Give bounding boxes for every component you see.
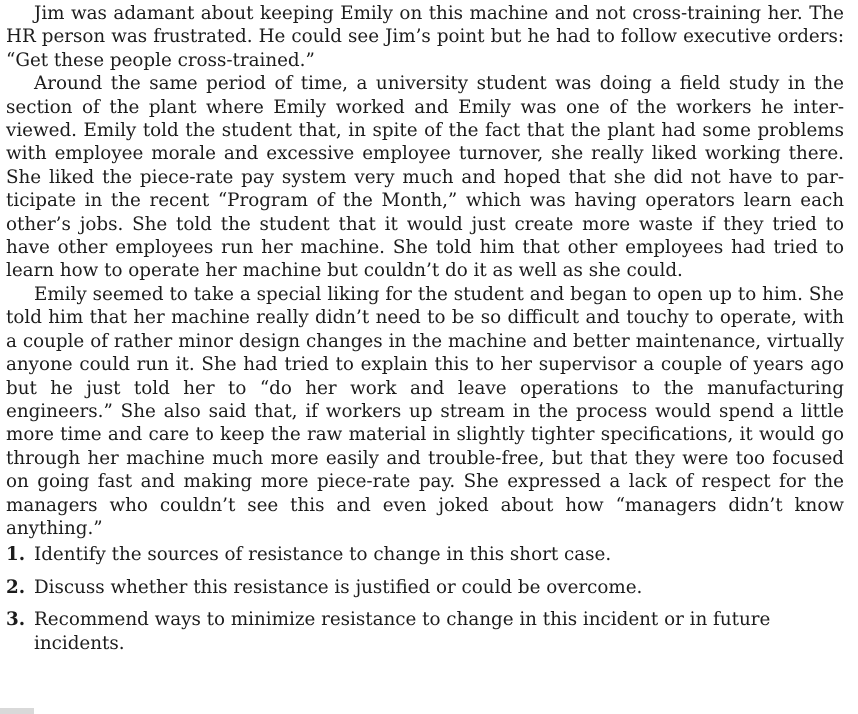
question-text: Recommend ways to minimize resistance to change in this incident or in future incidents. <box>34 609 771 654</box>
question-number: 2. <box>6 576 26 598</box>
discussion-questions <box>6 543 844 655</box>
document-page <box>6 2 844 664</box>
question-item <box>6 543 844 566</box>
question-item <box>6 608 844 655</box>
paragraph-1: Jim was adamant about keeping Emily on this machine and not cross-training her. The HR person was frustrated. He could see Jim’s point but he had to follow executive orders: “Get these people cross-trained.” <box>6 3 844 71</box>
question-number: 3. <box>6 609 26 631</box>
paragraph-2: Around the same period of time, a university student was doing a field study in the section of the plant where Emily worked and Emily was one of the workers he interviewed. Emily told the student that, in spite of the fact that the plant had some problems with employee morale and excessive employee turnover, she really liked working there. She liked the piece-rate pay system very much and hoped that she did not have to participate in the recent “Program of the Month,” which was having operators learn each other’s jobs. She told the student that it would just create more waste if they tried to have other employees run her machine. She told him that other employees had tried to learn how to operate her machine but couldn’t do it as well as she could. <box>6 73 844 282</box>
question-text: Identify the sources of resistance to change in this short case. <box>34 544 612 566</box>
question-item <box>6 576 844 599</box>
question-number: 1. <box>6 544 26 566</box>
page-edge-mark <box>0 708 34 714</box>
question-text: Discuss whether this resistance is justified or could be overcome. <box>34 576 643 598</box>
paragraph-3: Emily seemed to take a special liking for the student and began to open up to him. She told him that her machine really didn’t need to be so difficult and touchy to operate, with a couple of rather minor design changes in the machine and better maintenance, virtually anyone could run it. She had tried to explain this to her supervisor a couple of years ago but he just told her to “do her work and leave operations to the manufacturing engineers.” She also said that, if workers up stream in the process would spend a little more time and care to keep the raw material in slightly tighter specifications, it would go through her machine much more easily and trouble-free, but that they were too focused on going fast and making more piece-rate pay. She expressed a lack of respect for the managers who couldn’t see this and even joked about how “managers didn’t know anything.” <box>6 283 844 539</box>
